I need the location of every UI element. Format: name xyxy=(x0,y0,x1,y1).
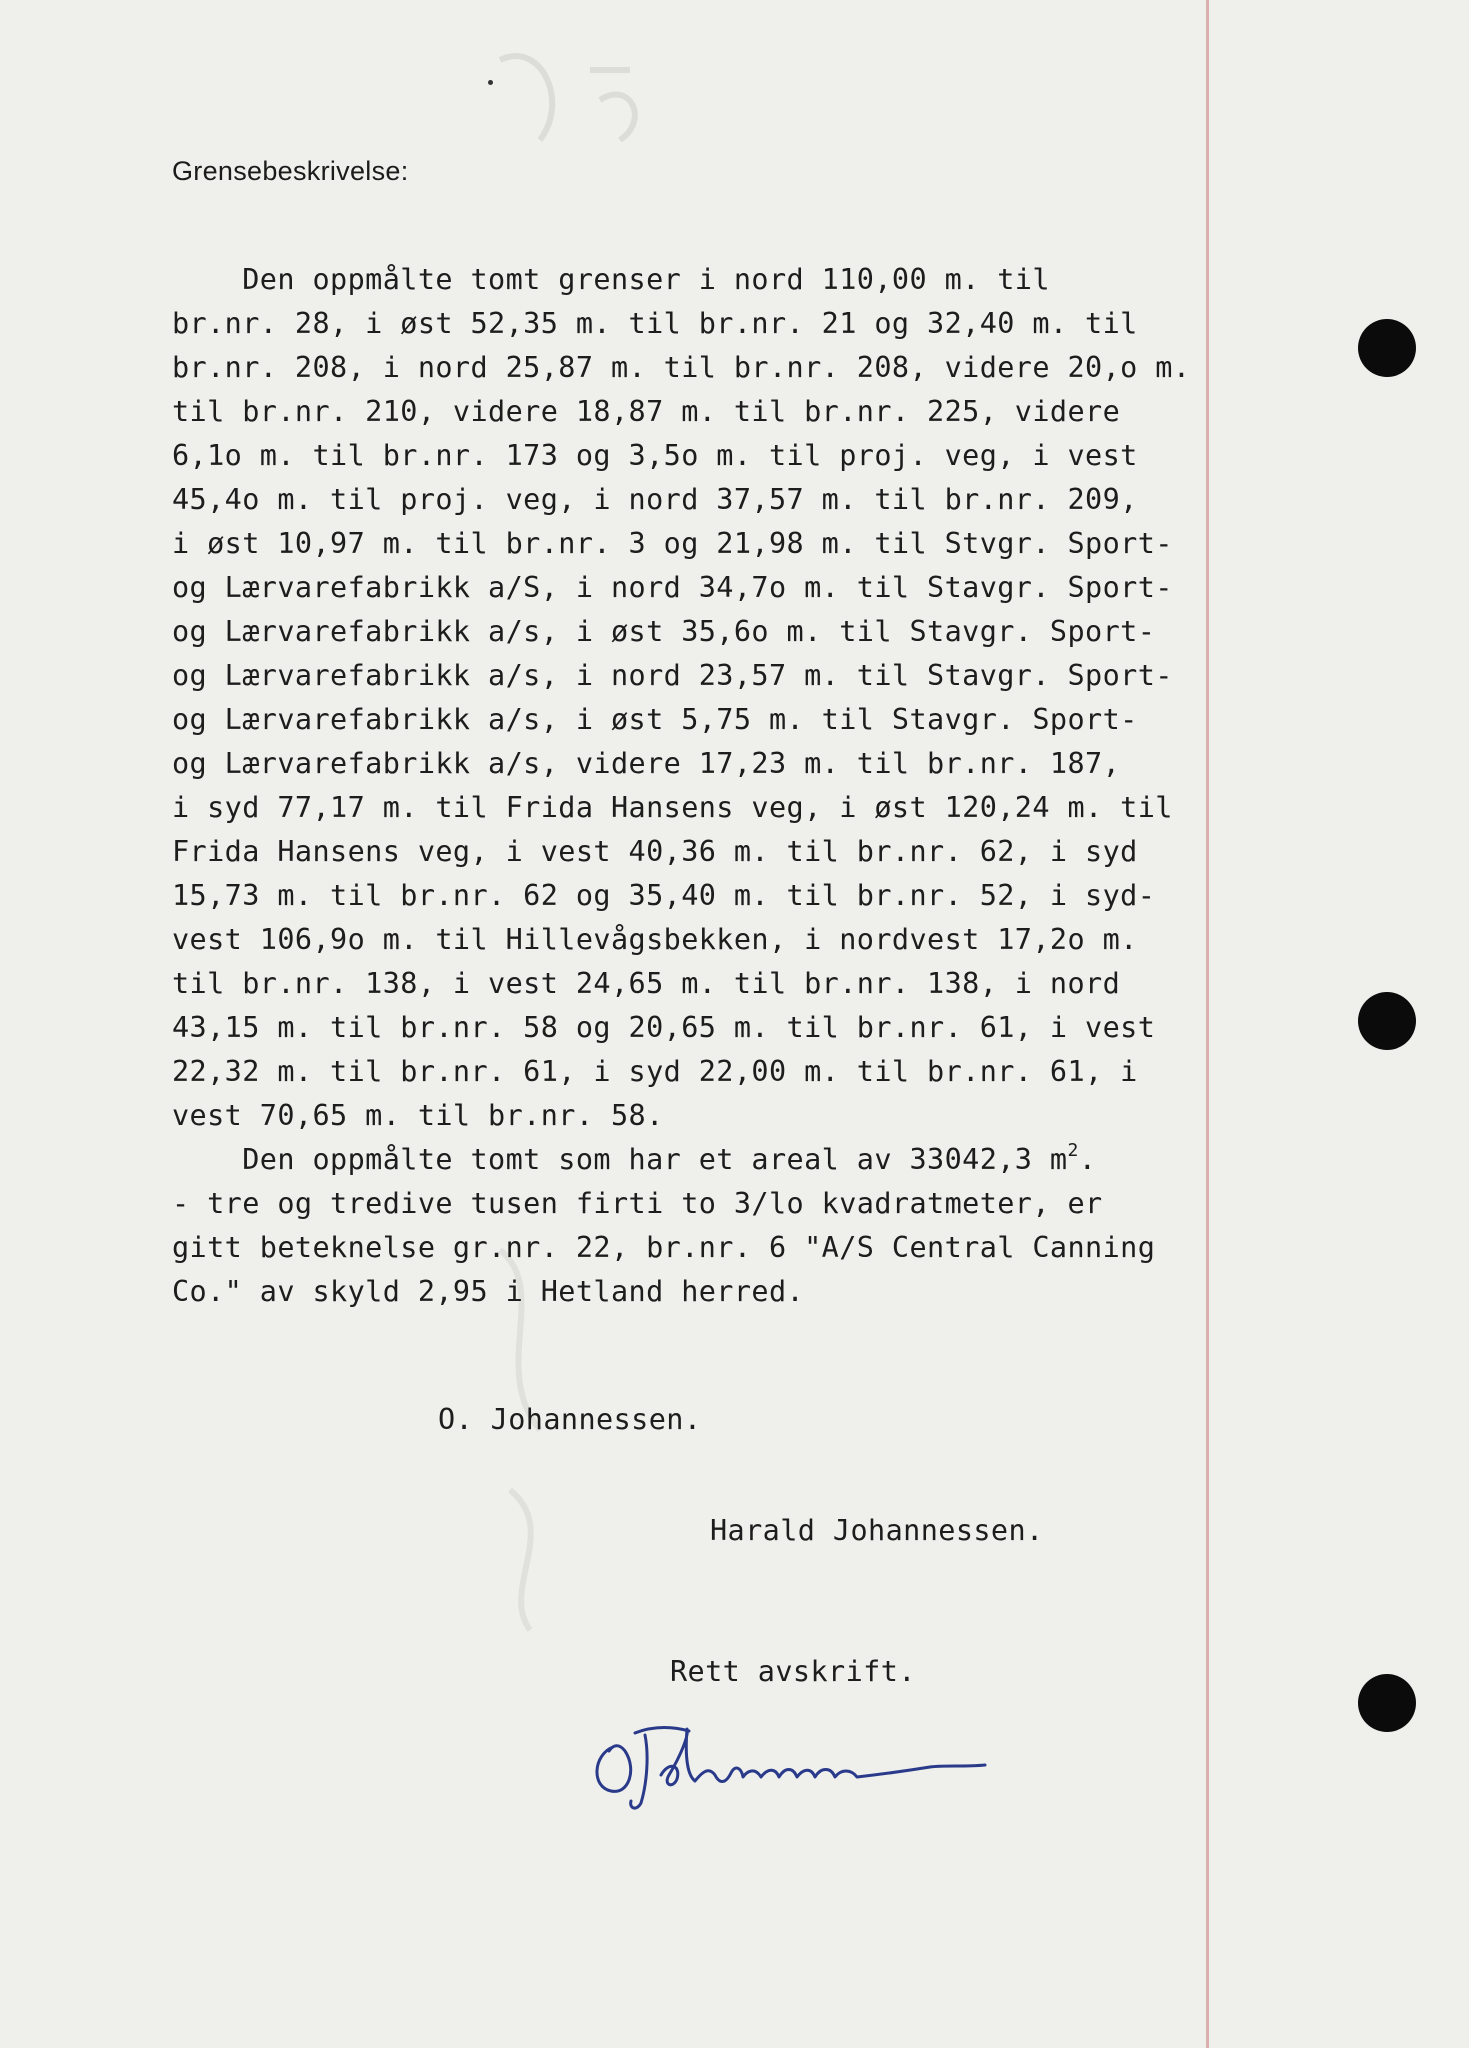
text-line: i øst 10,97 m. til br.nr. 3 og 21,98 m. til Stvgr. Sport- xyxy=(172,527,1173,560)
area-text: Den oppmålte tomt som har et areal av 33042,3 m xyxy=(172,1143,1068,1176)
bleed-through-mark xyxy=(480,40,680,160)
ink-dot xyxy=(488,80,493,85)
text-line: - tre og tredive tusen firti to 3/lo kvadratmeter, er xyxy=(172,1187,1103,1220)
text-line: Den oppmålte tomt grenser i nord 110,00 m. til xyxy=(172,263,1050,296)
text-line: og Lærvarefabrikk a/s, i nord 23,57 m. til Stavgr. Sport- xyxy=(172,659,1173,692)
text-line: til br.nr. 210, videre 18,87 m. til br.nr. 225, videre xyxy=(172,395,1121,428)
text-line: 43,15 m. til br.nr. 58 og 20,65 m. til br.nr. 61, i vest xyxy=(172,1011,1156,1044)
text-line: br.nr. 208, i nord 25,87 m. til br.nr. 208, videre 20,o m. xyxy=(172,351,1191,384)
text-line: 45,4o m. til proj. veg, i nord 37,57 m. til br.nr. 209, xyxy=(172,483,1138,516)
punch-hole xyxy=(1358,992,1416,1050)
text-line: gitt beteknelse gr.nr. 22, br.nr. 6 "A/S Central Canning xyxy=(172,1231,1156,1264)
area-period: . xyxy=(1078,1143,1097,1176)
section-heading: Grensebeskrivelse: xyxy=(172,156,409,186)
signer-1: O. Johannessen. xyxy=(438,1403,702,1436)
text-line: i syd 77,17 m. til Frida Hansens veg, i øst 120,24 m. til xyxy=(172,791,1173,824)
boundary-description xyxy=(172,263,1192,1308)
signer-2: Harald Johannessen. xyxy=(710,1514,1044,1547)
text-line: Frida Hansens veg, i vest 40,36 m. til br.nr. 62, i syd xyxy=(172,835,1138,868)
area-unit-exponent: 2 xyxy=(1067,1139,1079,1161)
red-margin-line xyxy=(1206,0,1209,2048)
text-line: 22,32 m. til br.nr. 61, i syd 22,00 m. til br.nr. 61, i xyxy=(172,1055,1138,1088)
text-line: og Lærvarefabrikk a/S, i nord 34,7o m. til Stavgr. Sport- xyxy=(172,571,1173,604)
text-line: 6,1o m. til br.nr. 173 og 3,5o m. til proj. veg, i vest xyxy=(172,439,1138,472)
punch-hole xyxy=(1358,1674,1416,1732)
handwritten-signature xyxy=(585,1705,1015,1815)
text-line: br.nr. 28, i øst 52,35 m. til br.nr. 21 og 32,40 m. til xyxy=(172,307,1138,340)
certification-text: Rett avskrift. xyxy=(670,1655,916,1688)
text-line: og Lærvarefabrikk a/s, videre 17,23 m. til br.nr. 187, xyxy=(172,747,1121,780)
punch-hole xyxy=(1358,319,1416,377)
text-line: 15,73 m. til br.nr. 62 og 35,40 m. til br.nr. 52, i syd- xyxy=(172,879,1156,912)
text-line: og Lærvarefabrikk a/s, i øst 35,6o m. til Stavgr. Sport- xyxy=(172,615,1156,648)
text-line: til br.nr. 138, i vest 24,65 m. til br.nr. 138, i nord xyxy=(172,967,1121,1000)
text-line: vest 70,65 m. til br.nr. 58. xyxy=(172,1099,664,1132)
text-line: vest 106,9o m. til Hillevågsbekken, i nordvest 17,2o m. xyxy=(172,923,1138,956)
area-line xyxy=(172,1139,1097,1176)
text-line: og Lærvarefabrikk a/s, i øst 5,75 m. til Stavgr. Sport- xyxy=(172,703,1138,736)
text-line: Co." av skyld 2,95 i Hetland herred. xyxy=(172,1275,805,1308)
